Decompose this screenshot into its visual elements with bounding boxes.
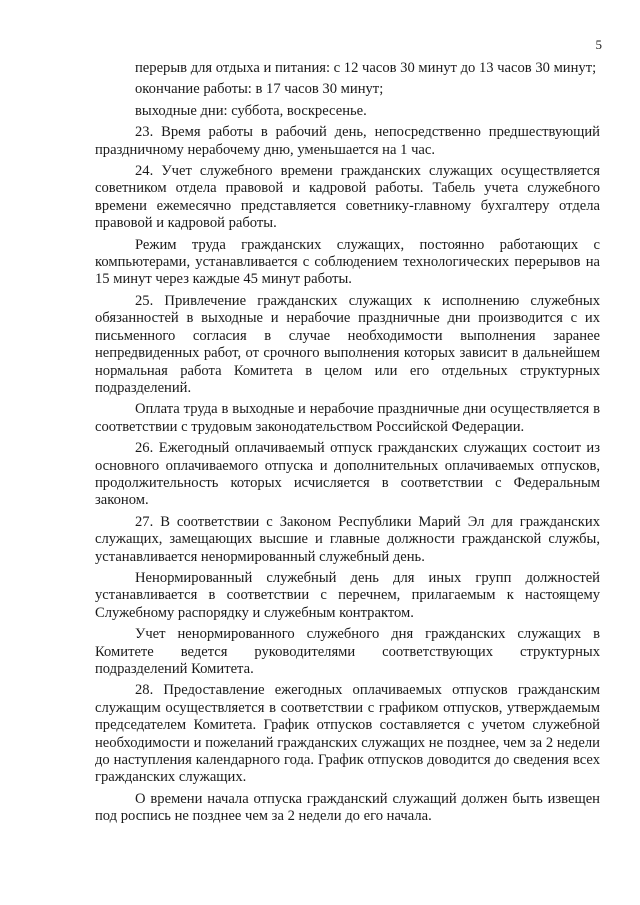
paragraph: 27. В соответствии с Законом Республики Марий Эл для гражданских служащих, замещающих высшие и главные должности гражданской службы, устанавливается ненормированный служебный день. (95, 513, 600, 565)
paragraph: 23. Время работы в рабочий день, непосредственно предшествующий праздничному нерабочему дню, уменьшается на 1 час. (95, 124, 600, 158)
page-number: 5 (595, 37, 602, 52)
paragraph: выходные дни: суббота, воскресенье. (135, 102, 367, 119)
paragraph: Учет ненормированного служебного дня гражданских служащих в Комитете ведется руководителями соответствующих структурных подразделений Комитета. (95, 626, 600, 677)
paragraph: 26. Ежегодный оплачиваемый отпуск гражданских служащих состоит из основного оплачиваемого отпуска и дополнительных оплачиваемых отпусков, продолжительность которых исчисляется в соответствии с Федеральным законом. (95, 440, 600, 509)
paragraph: 25. Привлечение гражданских служащих к исполнению служебных обязанностей в выходные и нерабочие праздничные дни производится с их письменного согласия в случае необходимости выполнения заранее непредвиденных работ, от срочного выполнения которых зависит в дальнейшем нормальная работа Комитета в целом или его отдельных структурных подразделений. (95, 292, 600, 396)
paragraph: окончание работы: в 17 часов 30 минут; (135, 81, 384, 98)
paragraph: перерыв для отдыха и питания: с 12 часов 30 минут до 13 часов 30 минут; (135, 60, 597, 76)
paragraph: Ненормированный служебный день для иных групп должностей устанавливается в соответствии с перечнем, прилагаемым к настоящему Служебному распорядку и служебным контрактом. (95, 569, 600, 621)
paragraph: Режим труда гражданских служащих, постоянно работающих с компьютерами, устанавливается с соблюдением технологических перерывов на 15 минут через каждые 45 минут работы. (95, 236, 600, 288)
paragraph: О времени начала отпуска гражданский служащий должен быть извещен под роспись не позднее чем за 2 недели до его начала. (95, 790, 600, 825)
paragraph: 28. Предоставление ежегодных оплачиваемых отпусков гражданским служащим осуществляется в соответствии с графиком отпусков, утверждаемым председателем Комитета. График отпусков составляется с учетом служебной необходимости и пожеланий гражданских служащих не позднее, чем за 2 недели до наступления календарного года. График отпусков доводится до сведения всех гражданских служащих. (95, 682, 600, 786)
paragraph: Оплата труда в выходные и нерабочие праздничные дни осуществляется в соответствии с трудовым законодательством Российской Федерации. (95, 401, 600, 435)
paragraph: 24. Учет служебного времени гражданских служащих осуществляется советником отдела правовой и кадровой работы. Табель учета служебного времени ежемесячно представляется советнику-главному бухгалтеру отдела правовой и кадровой работы. (95, 163, 600, 232)
document-body (95, 60, 600, 830)
